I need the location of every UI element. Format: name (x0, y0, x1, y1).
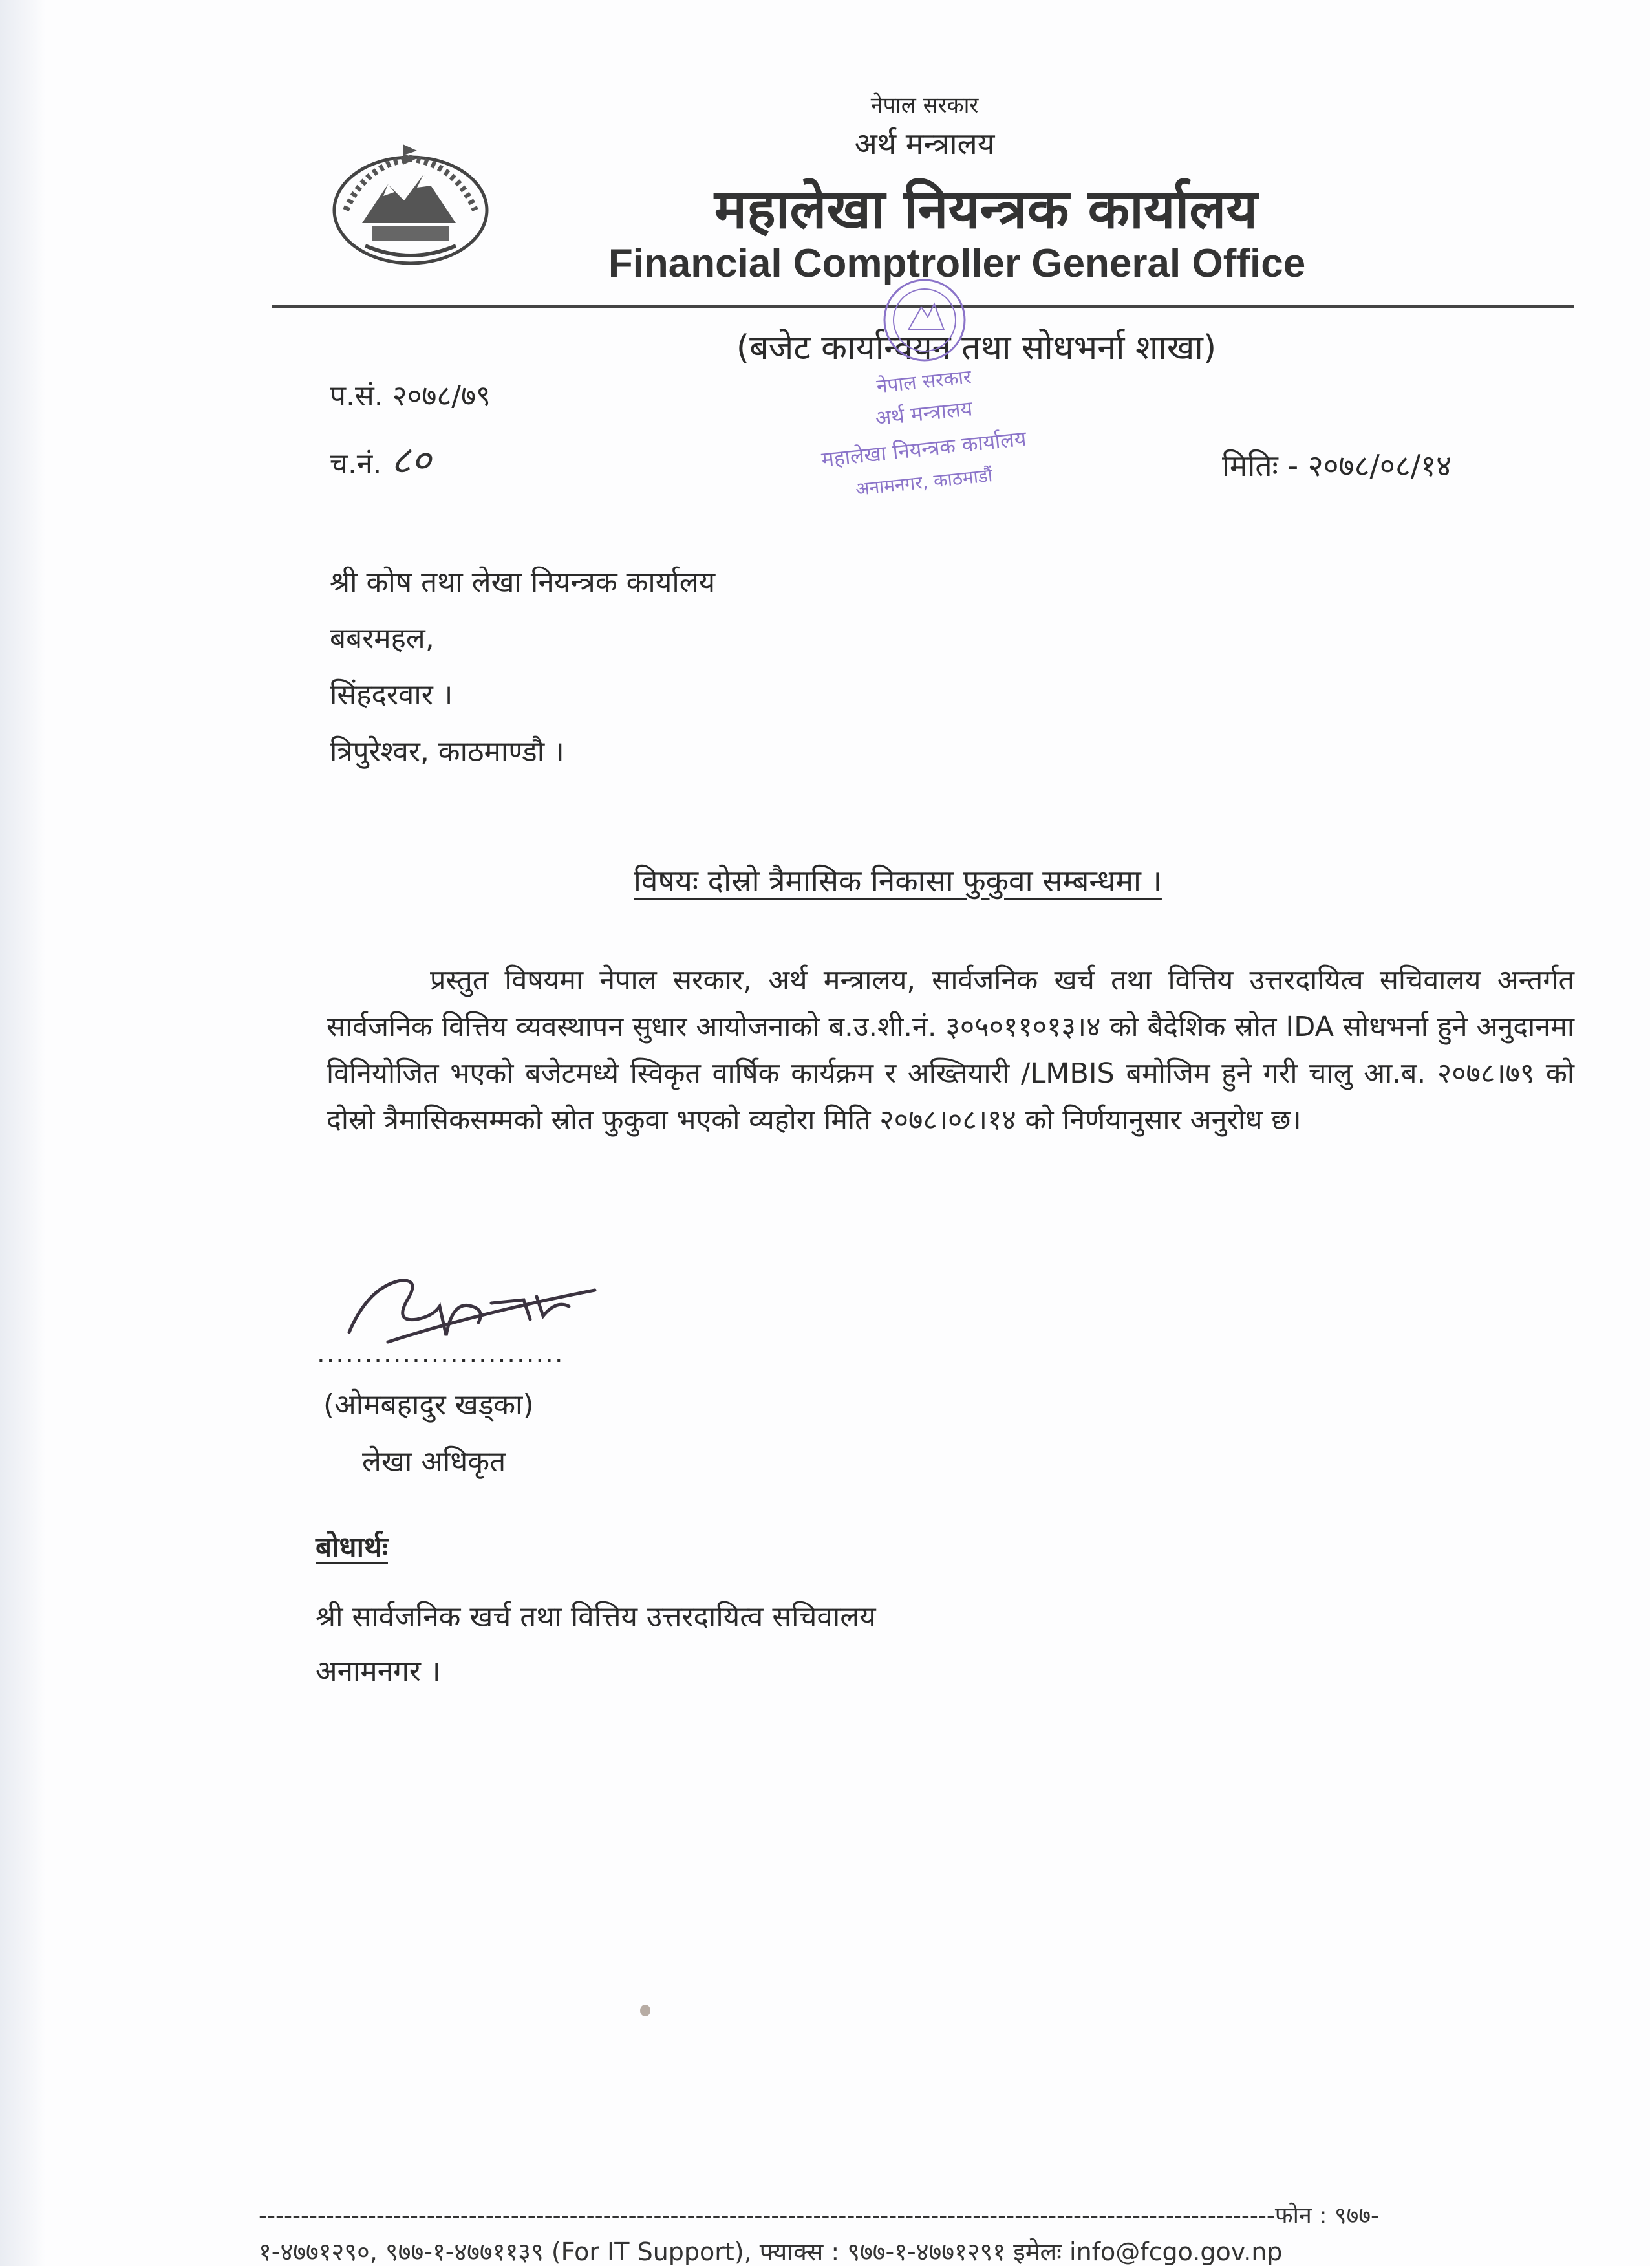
nepal-emblem-icon (327, 139, 495, 268)
cn-value: ८० (391, 438, 431, 483)
letter-body: प्रस्तुत विषयमा नेपाल सरकार, अर्थ मन्त्रालय, सार्वजनिक खर्च तथा वित्तिय उत्तरदायित्व सचिवालय अन्तर्गत सार्वजनिक वित्तिय व्यवस्थापन सुधार आयोजनाको ब.उ.शी.नं. ३०५०११०१३।४ को बैदेशिक स्रोत IDA सोधभर्ना हुने अनुदानमा विनियोजित भएको बजेटमध्ये स्विकृत वार्षिक कार्यक्रम र अख्तियारी /LMBIS बमोजिम हुने गरी चालु आ.ब. २०७८।७९ को दोस्रो त्रैमासिकसम्मको स्रोत फुकुवा भएको व्यहोरा मिति २०७८।०८।१४ को निर्णयानुसार अनुरोध छ। (327, 964, 1574, 1136)
scan-edge (0, 0, 45, 2266)
cc-line2: अनामनगर । (316, 1655, 441, 1688)
stamp-line4: अनामनगर, काठमाडौं (854, 464, 994, 501)
date-value: २०७८/०८/१४ (1307, 448, 1452, 483)
reference-ps (330, 375, 491, 414)
government-name: नेपाल सरकार (870, 92, 979, 118)
cc-label: बोधार्थः (316, 1531, 388, 1564)
addressee-line1: श्री कोष तथा लेखा नियन्त्रक कार्यालय (330, 566, 716, 599)
section-name: (बजेट कार्यान्वयन तथा सोधभर्ना शाखा) (736, 329, 1217, 367)
ps-value: २०७८/७९ (392, 380, 491, 413)
signer-name: (ओमबहादुर खड्का) (323, 1388, 534, 1421)
footer-line1: -------------------------------------------------------------------------------------------------------------------------फोन : ९७७- (259, 2203, 1380, 2229)
date-label: मितिः - (1222, 448, 1299, 483)
cc-line1: श्री सार्वजनिक खर्च तथा वित्तिय उत्तरदायित्व सचिवालय (316, 1601, 876, 1634)
office-name-english: Financial Comptroller General Office (608, 241, 1306, 286)
official-stamp-icon (795, 272, 1054, 504)
signature-dots: .......................... (317, 1339, 564, 1368)
signer-title: लेखा अधिकृत (362, 1445, 506, 1478)
letter-subject: विषयः दोस्रो त्रैमासिक निकासा फुकुवा सम्बन्धमा । (634, 863, 1162, 898)
stamp-line3: महालेखा नियन्त्रक कार्यालय (820, 426, 1028, 472)
reference-cn (330, 432, 431, 485)
cn-label: च.नं. (330, 448, 382, 481)
stamp-line1: नेपाल सरकार (875, 365, 972, 398)
footer-contact: १-४७७१२९०, ९७७-१-४७७११३९ (For IT Support), फ्याक्स : ९७७-१-४७७१२९१ इमेलः info@fcgo.gov.np (259, 2238, 1283, 2266)
addressee-line3: सिंहदरवार । (330, 678, 453, 711)
scan-smudge (640, 2005, 650, 2016)
stamp-line2: अर्थ मन्त्रालय (873, 396, 974, 431)
addressee-line2: बबरमहल, (330, 622, 434, 655)
addressee-line4: त्रिपुरेश्वर, काठमाण्डौ । (330, 735, 564, 768)
office-name-nepali: महालेखा नियन्त्रक कार्यालय (714, 177, 1258, 241)
ps-label: प.सं. (330, 380, 383, 413)
ministry-name: अर्थ मन्त्रालय (854, 126, 995, 161)
letter-date (1222, 445, 1452, 485)
